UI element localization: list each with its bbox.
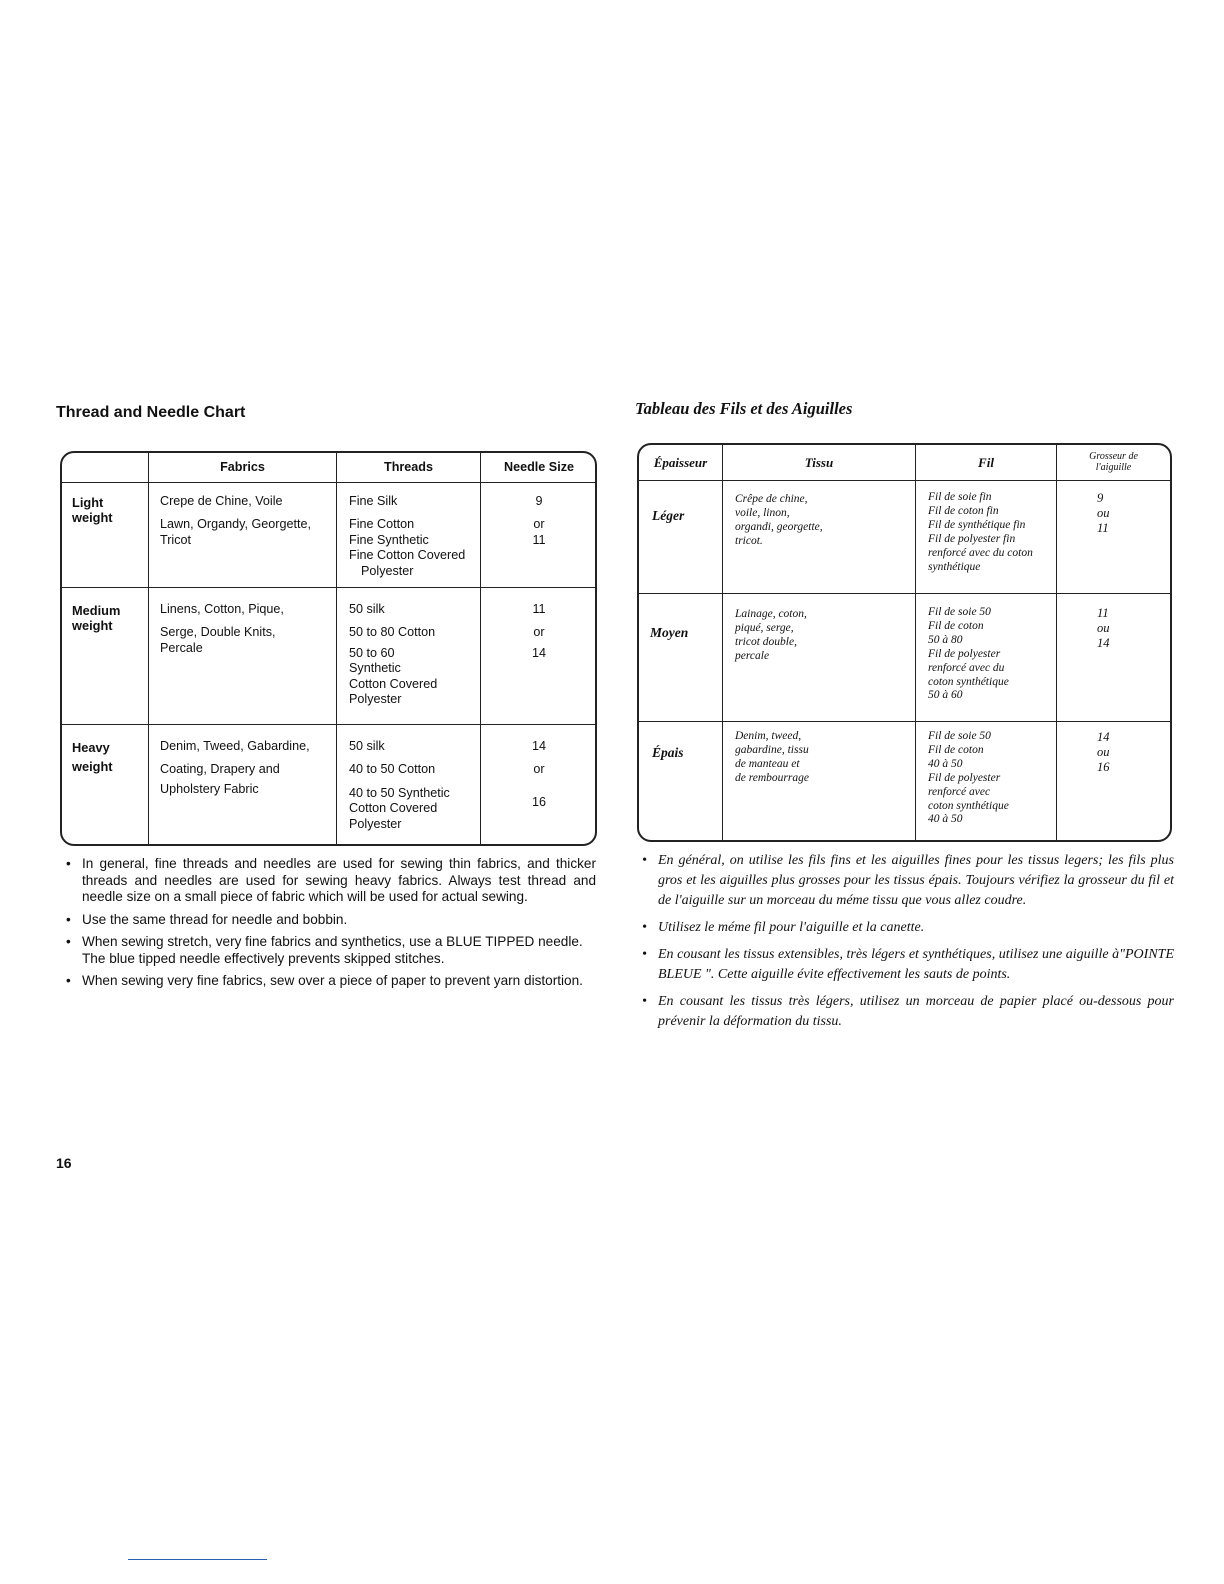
note-item: • Utilisez le méme fil pour l'aiguille et la canette. xyxy=(642,920,925,935)
weight-epais: Épais xyxy=(652,745,684,760)
french-notes xyxy=(642,851,1174,1039)
threads-epais: Fil de soie 50 Fil de coton 40 à 50 Fil de polyester renforcé avec coton synthétique 40 à 50 xyxy=(928,730,1009,826)
fabrics-medium: Linens, Cotton, Pique, Serge, Double Knits, Percale xyxy=(160,602,284,655)
needle-medium: 11 or 14 xyxy=(531,602,546,660)
weight-heavy: Heavy weight xyxy=(72,740,113,775)
header-needle-size: Needle Size xyxy=(504,460,574,474)
column-divider xyxy=(148,453,149,844)
weight-leger: Léger xyxy=(652,508,685,523)
french-title: Tableau des Fils et des Aiguilles xyxy=(635,399,853,418)
page-number: 16 xyxy=(56,1155,72,1171)
row-divider xyxy=(62,724,595,725)
header-tissu: Tissu xyxy=(804,455,834,470)
header-fabrics: Fabrics xyxy=(220,460,265,474)
threads-heavy: 50 silk 40 to 50 Cotton 40 to 50 Synthetic Cotton Covered Polyester xyxy=(349,739,450,831)
needle-moyen: 11 ou 14 xyxy=(1097,606,1110,650)
weight-medium: Medium weight xyxy=(72,603,121,634)
column-divider xyxy=(1056,445,1057,840)
note-item: • In general, fine threads and needles are used for sewing thin fabrics, and thicker threads and needles are used for sewing heavy fabrics. Always test thread and needle size on a small piece of fabric which will be used for actual sewing. xyxy=(66,856,596,904)
fabrics-epais: Denim, tweed, gabardine, tissu de manteau et de rembourrage xyxy=(735,730,809,784)
column-divider xyxy=(336,453,337,844)
note-item: The blue tipped needle effectively prevents skipped stitches. xyxy=(82,950,445,966)
needle-light: 9 or 11 xyxy=(532,494,546,547)
row-divider xyxy=(639,593,1170,594)
english-thread-needle-table xyxy=(60,451,597,846)
note-item: • En cousant les tissus très légers, utilisez un morceau de papier placé ou-dessous pour prévenir la déformation du tissu. xyxy=(642,994,1174,1029)
english-notes xyxy=(66,856,596,996)
weight-moyen: Moyen xyxy=(650,625,689,640)
header-fil: Fil xyxy=(978,455,994,470)
threads-moyen: Fil de soie 50 Fil de coton 50 à 80 Fil de polyester renforcé avec du coton synthétique 50 à 60 xyxy=(928,606,1009,702)
row-divider xyxy=(62,482,595,483)
note-item: • En général, on utilise les fils fins et les aiguilles fines pour les tissus legers; les fils plus gros et les aiguilles plus grosses pour les tissus épais. Toujours vérifiez la grosseur du fil et de l'aiguille sur un morceau du méme tissu que vous allez coudre. xyxy=(642,853,1174,908)
french-thread-needle-table xyxy=(637,443,1172,842)
header-epaisseur: Épaisseur xyxy=(653,455,708,470)
footer-rule xyxy=(128,1559,267,1560)
needle-leger: 9 ou 11 xyxy=(1097,491,1110,535)
column-divider xyxy=(722,445,723,840)
header-grosseur: Grosseur de l'aiguille xyxy=(1089,451,1138,473)
threads-medium: 50 silk 50 to 80 Cotton 50 to 60 Synthetic Cotton Covered Polyester xyxy=(349,602,438,707)
weight-light: Light weight xyxy=(72,495,113,526)
needle-epais: 14 ou 16 xyxy=(1097,730,1110,774)
fabrics-leger: Crêpe de chine, voile, linon, organdi, georgette, tricot. xyxy=(735,493,823,547)
note-item: • Use the same thread for needle and bobbin. xyxy=(66,911,348,927)
note-item: • When sewing stretch, very fine fabrics and synthetics, use a BLUE TIPPED needle. xyxy=(66,934,583,949)
header-threads: Threads xyxy=(384,460,433,474)
row-divider xyxy=(639,480,1170,481)
note-item: • En cousant les tissus extensibles, très légers et synthétiques, utilisez une aiguille à"POINTE BLEUE ". Cette aiguille évite effectivement les sauts de points. xyxy=(642,947,1174,982)
fabrics-light: Crepe de Chine, Voile Lawn, Organdy, Georgette, Tricot xyxy=(160,494,311,547)
threads-light: Fine Silk Fine Cotton Fine Synthetic Fine Cotton Covered Polyester xyxy=(349,494,466,578)
fabrics-heavy: Denim, Tweed, Gabardine, Coating, Drapery and Upholstery Fabric xyxy=(160,739,310,796)
note-item: • When sewing very fine fabrics, sew over a piece of paper to prevent yarn distortion. xyxy=(66,973,583,988)
row-divider xyxy=(639,721,1170,722)
needle-heavy: 14 or 16 xyxy=(531,739,546,809)
column-divider xyxy=(915,445,916,840)
row-divider xyxy=(62,587,595,588)
threads-leger: Fil de soie fin Fil de coton fin Fil de synthétique fin Fil de polyester fin renforcé avec du coton synthétique xyxy=(928,491,1033,573)
english-title: Thread and Needle Chart xyxy=(56,404,246,421)
fabrics-moyen: Lainage, coton, piqué, serge, tricot double, percale xyxy=(735,608,807,662)
